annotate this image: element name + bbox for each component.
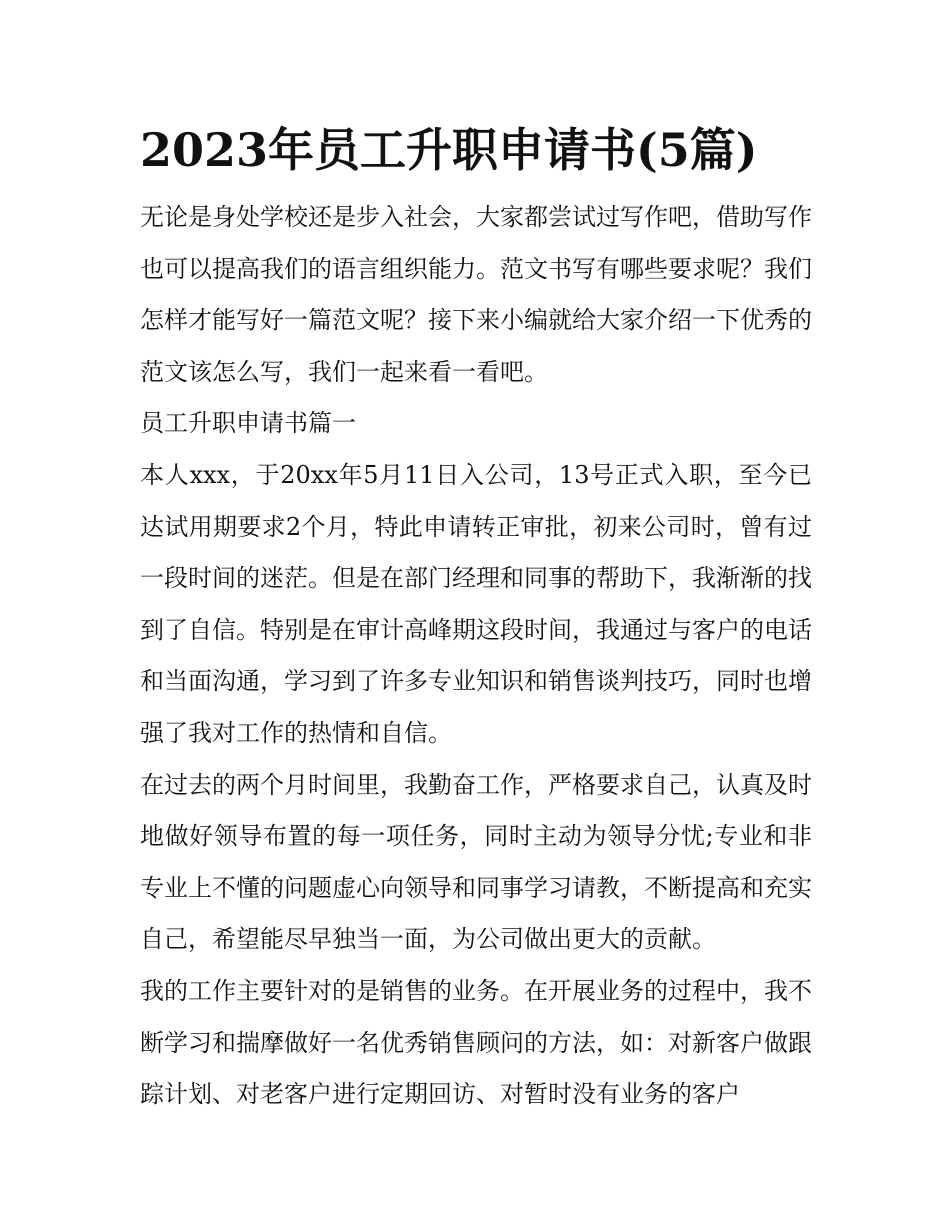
body-paragraph-3: 我的工作主要针对的是销售的业务。在开展业务的过程中，我不断学习和揣摩做好一名优秀销售顾问的方法，如：对新客户做跟踪计划、对老客户进行定期回访、对暂时没有业务的客户 (140, 976, 812, 1109)
document-body (140, 118, 812, 1121)
body-paragraph-1: 本人xxx，于20xx年5月11日入公司，13号正式入职，至今已达试用期要求2个月，特此申请转正审批，初来公司时，曾有过一段时间的迷茫。但是在部门经理和同事的帮助下，我渐渐的找到了自信。特别是在审计高峰期这段时间，我通过与客户的电话和当面沟通，学习到了许多专业知识和销售谈判技巧，同时也增强了我对工作的热情和自信。 (140, 460, 812, 747)
intro-paragraph: 无论是身处学校还是步入社会，大家都尝试过写作吧，借助写作也可以提高我们的语言组织能力。范文书写有哪些要求呢？我们怎样才能写好一篇范文呢？接下来小编就给大家介绍一下优秀的范文该怎么写，我们一起来看一看吧。 (140, 203, 812, 386)
body-paragraph-2: 在过去的两个月时间里，我勤奋工作，严格要求自己，认真及时地做好领导布置的每一项任务，同时主动为领导分忧;专业和非专业上不懂的问题虚心向领导和同事学习请教，不断提高和充实自己，希望能尽早独当一面，为公司做出更大的贡献。 (140, 770, 812, 954)
section-heading: 员工升职申请书篇一 (140, 409, 356, 438)
document-title: 2023年员工升职申请书(5篇) (140, 123, 758, 177)
